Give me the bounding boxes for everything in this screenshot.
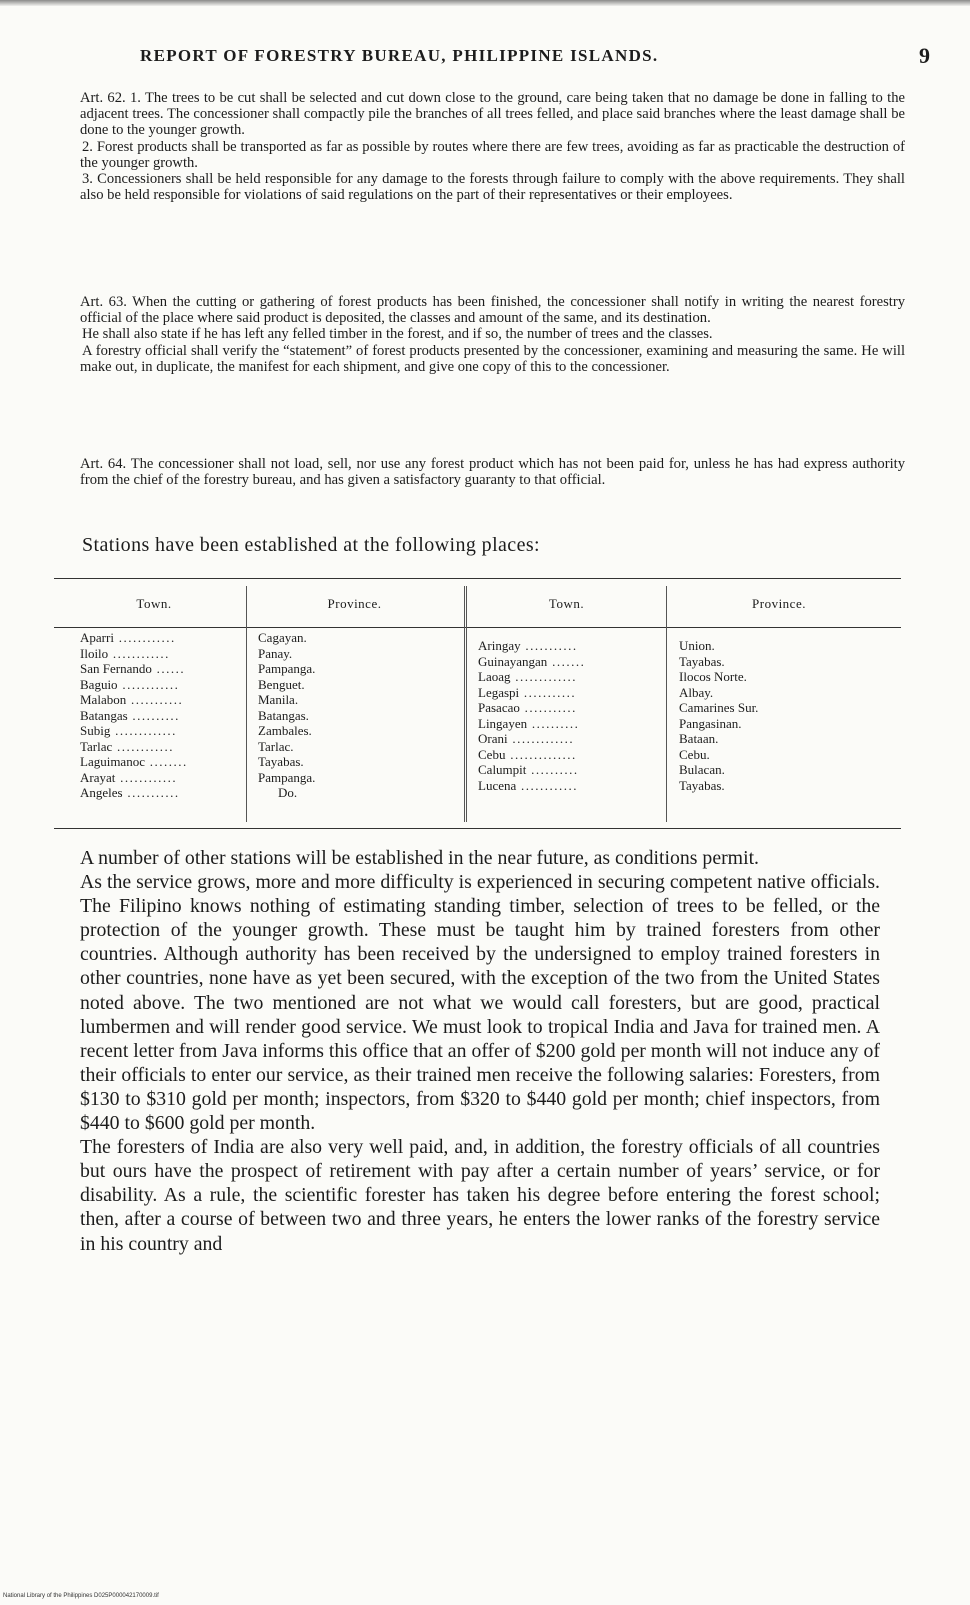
table-cell-province: Pampanga. bbox=[258, 769, 316, 785]
body-text bbox=[80, 846, 880, 1256]
table-header-rule bbox=[54, 627, 901, 628]
table-cell-province: Tayabas. bbox=[679, 653, 725, 669]
table-cell-province: Tarlac. bbox=[258, 738, 294, 754]
body-paragraph-3: The foresters of India are also very well paid, and, in addition, the forestry officials of all countries but ours have the prospect of retirement with pay after a certain number of years’ service, or for disability. As a rule, the scientific forester has taken his degree before entering the forest school; then, after a course of between two and three years, he enters the lower ranks of the forestry service in his country and bbox=[80, 1136, 880, 1255]
body-paragraph-2: As the service grows, more and more difficulty is experienced in securing competent native officials. The Filipino knows nothing of estimating standing timber, selection of trees to be felled, or the protection of the younger growth. These must be taught him by trained foresters from other countries. Although authority has been received by the undersigned to employ trained foresters in other countries, none have as yet been secured, with the exception of the two from the United States noted above. The two mentioned are not what we would call foresters, but are good, practical lumbermen and will render good service. We must look to tropical India and Java for trained men. A recent letter from Java informs this office that an offer of $200 gold per month will not induce any of their officials to enter our service, as their trained men receive the following salaries: Foresters, from $130 to $310 gold per month; inspectors, from $320 to $440 gold per month; chief inspectors, from $440 to $600 gold per month. bbox=[80, 871, 880, 1135]
table-cell-town: Cebu .............. bbox=[478, 746, 577, 762]
table-cell-province: Bataan. bbox=[679, 731, 719, 746]
table-cell-town: Malabon ........... bbox=[80, 692, 184, 707]
article-62 bbox=[80, 90, 905, 203]
art63-para-1: Art. 63. When the cutting or gathering of forest products has been finished, the concessioner shall notify in writing the nearest forestry official of the place where said product is deposited, the classes and amount of the same, and its destination. bbox=[80, 294, 905, 327]
header-province-right: Province. bbox=[752, 596, 806, 611]
table-cell-town: Aringay ........... bbox=[478, 638, 578, 653]
table-cell-province: Tayabas. bbox=[679, 777, 725, 793]
left-provinces-column bbox=[258, 630, 458, 801]
table-cell-town: Tarlac ............ bbox=[80, 738, 175, 754]
table-cell-province: Bulacan. bbox=[679, 762, 725, 777]
table-cell-province: Do. bbox=[278, 785, 298, 800]
table-cell-province: Ilocos Norte. bbox=[679, 669, 747, 684]
table-cell-province: Tayabas. bbox=[258, 754, 304, 769]
table-cell-province: Camarines Sur. bbox=[679, 700, 759, 715]
table-cell-province: Cagayan. bbox=[258, 630, 307, 645]
table-cell-province: Union. bbox=[679, 638, 715, 653]
table-cell-town: Orani ............. bbox=[478, 731, 575, 746]
table-cell-town: Iloilo ............ bbox=[80, 645, 170, 661]
art64-para: Art. 64. The concessioner shall not load, sell, nor use any forest product which has not been paid for, unless he has had express authority from the chief of the forestry bureau, and has given a satisfactory guaranty to that official. bbox=[80, 456, 905, 489]
table-cell-town: Arayat ............ bbox=[80, 769, 178, 785]
table-cell-town: Guinayangan ....... bbox=[478, 653, 586, 669]
table-top-rule bbox=[54, 578, 901, 579]
table-cell-town: Calumpit .......... bbox=[478, 762, 579, 777]
table-bottom-rule bbox=[54, 828, 901, 829]
page-number: 9 bbox=[919, 43, 930, 68]
table-cell-town: San Fernando ...... bbox=[80, 661, 186, 676]
table-divider bbox=[246, 586, 247, 822]
art62-para-2: 2. Forest products shall be transported as far as possible by routes where there are few trees, avoiding as far as practicable the destruction of the younger growth. bbox=[80, 138, 905, 171]
table-cell-town: Legaspi ........... bbox=[478, 684, 577, 700]
table-cell-town: Angeles ........... bbox=[80, 785, 180, 800]
left-towns-column bbox=[80, 630, 245, 801]
table-cell-province: Cebu. bbox=[679, 746, 710, 762]
running-header bbox=[140, 43, 930, 68]
table-cell-town: Subig ............. bbox=[80, 723, 177, 738]
table-divider bbox=[666, 586, 667, 822]
table-cell-town: Lingayen .......... bbox=[478, 715, 580, 731]
table-cell-town: Lucena ............ bbox=[478, 777, 579, 793]
article-64 bbox=[80, 456, 905, 488]
table-cell-town: Pasacao ........... bbox=[478, 700, 577, 715]
stations-table bbox=[54, 578, 901, 832]
table-cell-town: Laguimanoc ........ bbox=[80, 754, 188, 769]
table-cell-town: Batangas .......... bbox=[80, 707, 180, 723]
body-paragraph-1: A number of other stations will be established in the near future, as conditions permit. bbox=[80, 847, 760, 869]
header-town-left: Town. bbox=[136, 596, 172, 611]
table-cell-province: Pangasinan. bbox=[679, 715, 742, 731]
table-cell-province: Batangas. bbox=[258, 707, 309, 723]
stations-intro: Stations have been established at the following places: bbox=[82, 534, 540, 556]
scan-footer: National Library of the Philippines D025P000042170009.tif bbox=[3, 1593, 159, 1599]
art63-para-3: A forestry official shall verify the “statement” of forest products presented by the concessioner, examining and measuring the same. He will make out, in duplicate, the manifest for each shipment, and give one copy of this to the concessioner. bbox=[80, 342, 905, 375]
header-town-right: Town. bbox=[548, 596, 585, 611]
table-cell-province: Pampanga. bbox=[258, 661, 316, 676]
table-center-divider bbox=[464, 586, 467, 822]
table-cell-town: Laoag ............. bbox=[478, 669, 577, 684]
table-cell-town: Aparri ............ bbox=[80, 630, 176, 645]
art62-para-1: Art. 62. 1. The trees to be cut shall be selected and cut down close to the ground, care being taken that no damage be done in falling to the adjacent trees. The concessioner shall compactly pile the branches of all trees felled, and place said branches where the least damage shall be done to the younger growth. bbox=[80, 90, 905, 139]
table-cell-town: Baguio ............ bbox=[80, 676, 180, 692]
scan-edge bbox=[0, 0, 970, 6]
article-63 bbox=[80, 294, 905, 375]
table-cell-province: Benguet. bbox=[258, 676, 305, 692]
table-cell-province: Panay. bbox=[258, 645, 293, 661]
table-cell-province: Zambales. bbox=[258, 723, 312, 738]
table-cell-province: Albay. bbox=[679, 684, 714, 700]
table-cell-province: Manila. bbox=[258, 692, 299, 707]
right-towns-column bbox=[478, 638, 663, 793]
right-provinces-column bbox=[679, 638, 894, 793]
art63-para-2: He shall also state if he has left any felled timber in the forest, and if so, the number of trees and the classes. bbox=[82, 326, 713, 343]
header-province-left: Province. bbox=[327, 596, 382, 611]
running-header-title: REPORT OF FORESTRY BUREAU, PHILIPPINE ISLANDS. bbox=[140, 46, 659, 65]
art62-para-3: 3. Concessioners shall be held responsible for any damage to the forests through failure to comply with the above requirements. They shall also be held responsible for violations of said regulations on the part of their representatives or their employees. bbox=[80, 171, 905, 204]
